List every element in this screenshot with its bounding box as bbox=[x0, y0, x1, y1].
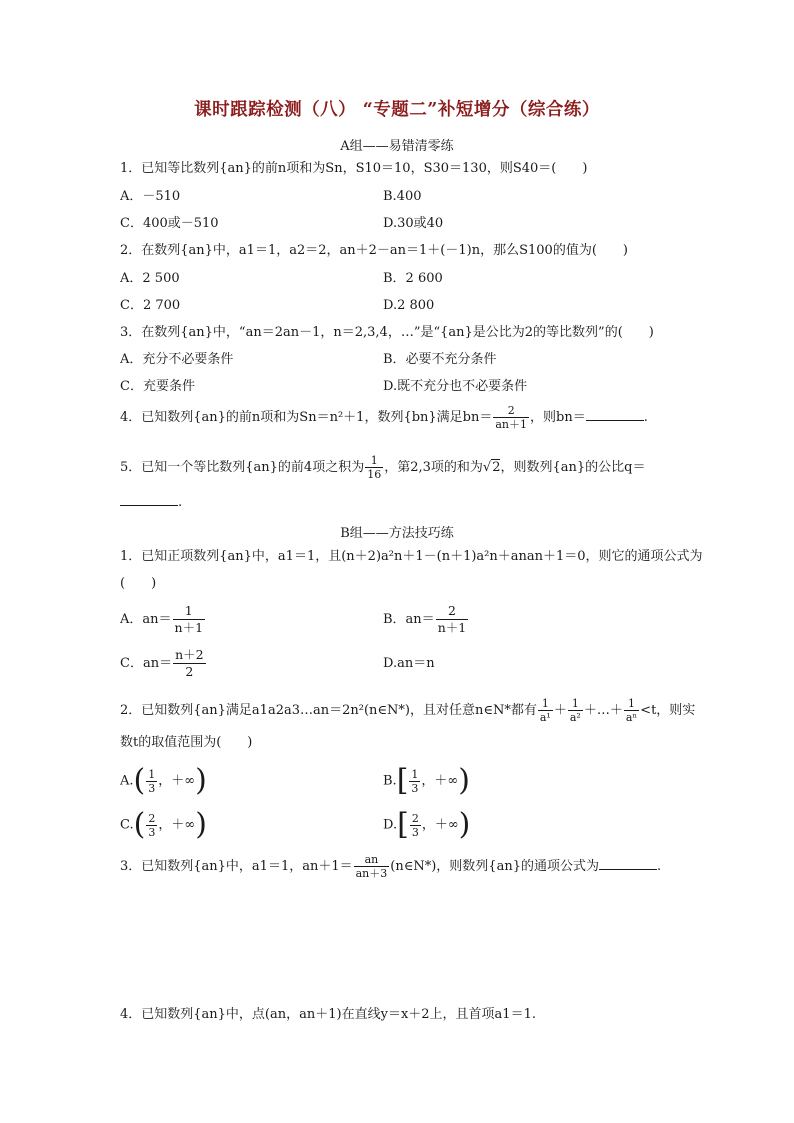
a4-text-post: ，则bn＝ bbox=[530, 410, 586, 425]
b2-d-open: [ bbox=[397, 807, 409, 842]
b2-a-label: A. bbox=[120, 773, 134, 789]
b1-c-num: n＋2 bbox=[175, 647, 204, 662]
b2-question: 2．已知数列{an}满足a1a2a3…an＝2n²(n∈N*)，且对任意n∈N*都有 $\frac{1}{\text{a¹}}$ ＋ $\frac{1}{\text{a²}}$ ＋…＋ $\frac{1}{\text{aⁿ}}$ <t，则实 bbox=[120, 697, 696, 724]
a5-frac-num: 1 bbox=[365, 454, 383, 468]
b2-d-num: 2 bbox=[411, 811, 419, 825]
b2-d-close: ) bbox=[458, 807, 471, 842]
b2-d-inf: ，＋∞ bbox=[421, 817, 459, 833]
b2-line2: 数t的取值范围为( ) bbox=[120, 735, 253, 750]
a5-frac-den: 16 bbox=[367, 468, 382, 481]
a5-text-pre: 5．已知一个等比数列{an}的前4项之积为 bbox=[120, 460, 365, 475]
a2-option-b: B．2 600 bbox=[383, 271, 443, 286]
b4-stem: 4．已知数列{an}中，点(an，an＋1)在直线y＝x＋2上，且首项a1＝1. bbox=[120, 1007, 536, 1022]
b2-a-close: ) bbox=[195, 763, 207, 798]
b2-frac-1 bbox=[538, 697, 553, 724]
b1-b-num: 2 bbox=[436, 603, 469, 620]
b2-a-fraction bbox=[146, 768, 157, 795]
b1-b-den: n＋1 bbox=[437, 620, 467, 635]
b2-frac-1-num: 1 bbox=[538, 697, 553, 711]
b1-a-den: n＋1 bbox=[174, 620, 204, 635]
b2-option-c bbox=[120, 807, 207, 842]
b1-option-a bbox=[120, 603, 206, 636]
b2-c-label: C. bbox=[120, 817, 134, 833]
b1-c-label: C．an＝ bbox=[120, 656, 173, 671]
a1-option-d: D.30或40 bbox=[383, 216, 444, 231]
b2-c-den: 3 bbox=[148, 825, 156, 839]
a5-answer-line bbox=[120, 493, 182, 512]
a2-option-c: C．2 700 bbox=[120, 298, 181, 313]
b1-a-num: 1 bbox=[173, 603, 206, 620]
b2-text-post: <t，则实 bbox=[640, 703, 696, 718]
a3-option-b: B．必要不充分条件 bbox=[383, 352, 497, 367]
b2-b-inf: ，＋∞ bbox=[421, 773, 459, 789]
b2-frac-2-den: a² bbox=[569, 711, 581, 724]
a3-stem: 3．在数列{an}中，“an＝2an－1，n＝2,3,4，…”是“{an}是公比为2的等比数列”的( ) bbox=[120, 325, 654, 340]
a2-option-a: A．2 500 bbox=[120, 271, 180, 286]
b2-c-inf: ，＋∞ bbox=[158, 817, 196, 833]
b1-a-fraction bbox=[173, 603, 206, 636]
b3-question bbox=[120, 853, 661, 880]
b2-a-open: ( bbox=[133, 763, 146, 798]
b2-c-open: ( bbox=[133, 807, 146, 842]
a4-frac-num: 2 bbox=[493, 404, 529, 418]
b2-b-close: ) bbox=[458, 763, 470, 798]
section-a-heading: A组——易错清零练 bbox=[340, 139, 454, 154]
a5-root-value: 2 bbox=[492, 460, 501, 475]
b2-d-den: 3 bbox=[411, 825, 419, 839]
b2-frac-2 bbox=[568, 697, 583, 724]
b2-a-inf: ，＋∞ bbox=[158, 773, 196, 789]
b3-fraction bbox=[354, 853, 390, 880]
a1-stem: 1．已知等比数列{an}的前n项和为Sn，S10＝10，S30＝130，则S40＝( ) bbox=[120, 161, 588, 176]
b1-a-label: A．an＝ bbox=[120, 612, 172, 627]
b3-frac-num: an bbox=[354, 853, 390, 867]
b1-c-den: 2 bbox=[185, 664, 194, 679]
b2-b-open: [ bbox=[396, 763, 409, 798]
a3-option-d: D.既不充分也不必要条件 bbox=[383, 379, 528, 394]
a4-frac-den: an＋1 bbox=[495, 418, 528, 431]
page-title: 课时跟踪检测（八） “专题二”补短增分（综合练） bbox=[194, 100, 600, 120]
b1-stem: 1．已知正项数列{an}中，a1＝1，且(n＋2)a²n＋1－(n＋1)a²n＋anan＋1＝0，则它的通项公式为 bbox=[120, 549, 703, 564]
a4-fraction bbox=[493, 404, 529, 431]
a4-text-pre: 4．已知数列{an}的前n项和为Sn＝n²＋1，数列{bn}满足bn＝ bbox=[120, 410, 493, 425]
a4-question: 4．已知数列{an}的前n项和为Sn＝n²＋1，数列{bn}满足bn＝ $\frac{2}{an+1}$ ，则bn＝ . bbox=[120, 404, 648, 431]
a5-question: 5．已知一个等比数列{an}的前4项之积为 $\frac{1}{16}$ ，第2,3项的和为√2，则数列{an}的公比q＝ bbox=[120, 454, 646, 481]
a2-stem: 2．在数列{an}中，a1＝1，a2＝2，an＋2－an＝1＋(－1)n，那么S100的值为( ) bbox=[120, 243, 628, 258]
a2-option-d: D.2 800 bbox=[383, 298, 435, 313]
b3-end: . bbox=[656, 859, 662, 874]
b2-c-num: 2 bbox=[148, 811, 156, 825]
b2-c-close: ) bbox=[195, 807, 207, 842]
b2-a-den: 3 bbox=[148, 781, 156, 795]
a5-text-post: ，则数列{an}的公比q＝ bbox=[500, 460, 646, 475]
a3-option-a: A．充分不必要条件 bbox=[120, 352, 234, 367]
a5-answer-blank[interactable] bbox=[120, 493, 178, 506]
a5-end: . bbox=[178, 495, 183, 510]
b2-option-d bbox=[383, 807, 471, 842]
b1-option-b bbox=[383, 603, 469, 636]
b3-frac-den: an＋3 bbox=[355, 867, 388, 880]
b2-frac-2-num: 1 bbox=[568, 697, 583, 711]
a1-option-a: A．－510 bbox=[120, 189, 181, 204]
b2-b-label: B. bbox=[383, 773, 397, 789]
b2-a-num: 1 bbox=[148, 767, 156, 781]
b2-text-pre: 2．已知数列{an}满足a1a2a3…an＝2n²(n∈N*)，且对任意n∈N*都有 bbox=[120, 703, 537, 718]
b1-paren: ( ) bbox=[120, 576, 157, 591]
b2-b-num: 1 bbox=[411, 767, 419, 781]
a5-fraction bbox=[365, 454, 383, 481]
b2-option-b bbox=[383, 763, 470, 798]
a5-text-mid: ，第2,3项的和为 bbox=[384, 460, 483, 475]
a4-answer-blank[interactable] bbox=[586, 408, 644, 421]
b2-frac-n-den: aⁿ bbox=[625, 711, 638, 724]
section-b-heading: B组——方法技巧练 bbox=[340, 526, 454, 541]
b2-b-den: 3 bbox=[411, 781, 419, 795]
b3-answer-blank[interactable] bbox=[599, 857, 657, 870]
b2-frac-1-den: a¹ bbox=[539, 711, 551, 724]
b2-b-fraction bbox=[409, 768, 420, 795]
a3-option-c: C．充要条件 bbox=[120, 379, 195, 394]
b1-option-c bbox=[120, 647, 207, 680]
b2-frac-n-num: 1 bbox=[624, 697, 639, 711]
b1-b-fraction bbox=[436, 603, 469, 636]
b2-d-fraction bbox=[410, 812, 421, 839]
a1-option-b: B.400 bbox=[383, 189, 422, 204]
b3-text-pre: 3．已知数列{an}中，a1＝1，an＋1＝ bbox=[120, 859, 353, 874]
b1-c-fraction bbox=[173, 647, 206, 680]
b2-c-fraction bbox=[146, 812, 157, 839]
b1-b-label: B．an＝ bbox=[383, 612, 435, 627]
b2-d-label: D. bbox=[383, 817, 398, 833]
b3-text-post: (n∈N*)，则数列{an}的通项公式为 bbox=[390, 859, 599, 874]
b2-frac-n bbox=[624, 697, 639, 724]
a1-option-c: C．400或－510 bbox=[120, 216, 219, 231]
b2-option-a bbox=[120, 763, 207, 798]
b1-option-d: D.an＝n bbox=[383, 656, 435, 671]
